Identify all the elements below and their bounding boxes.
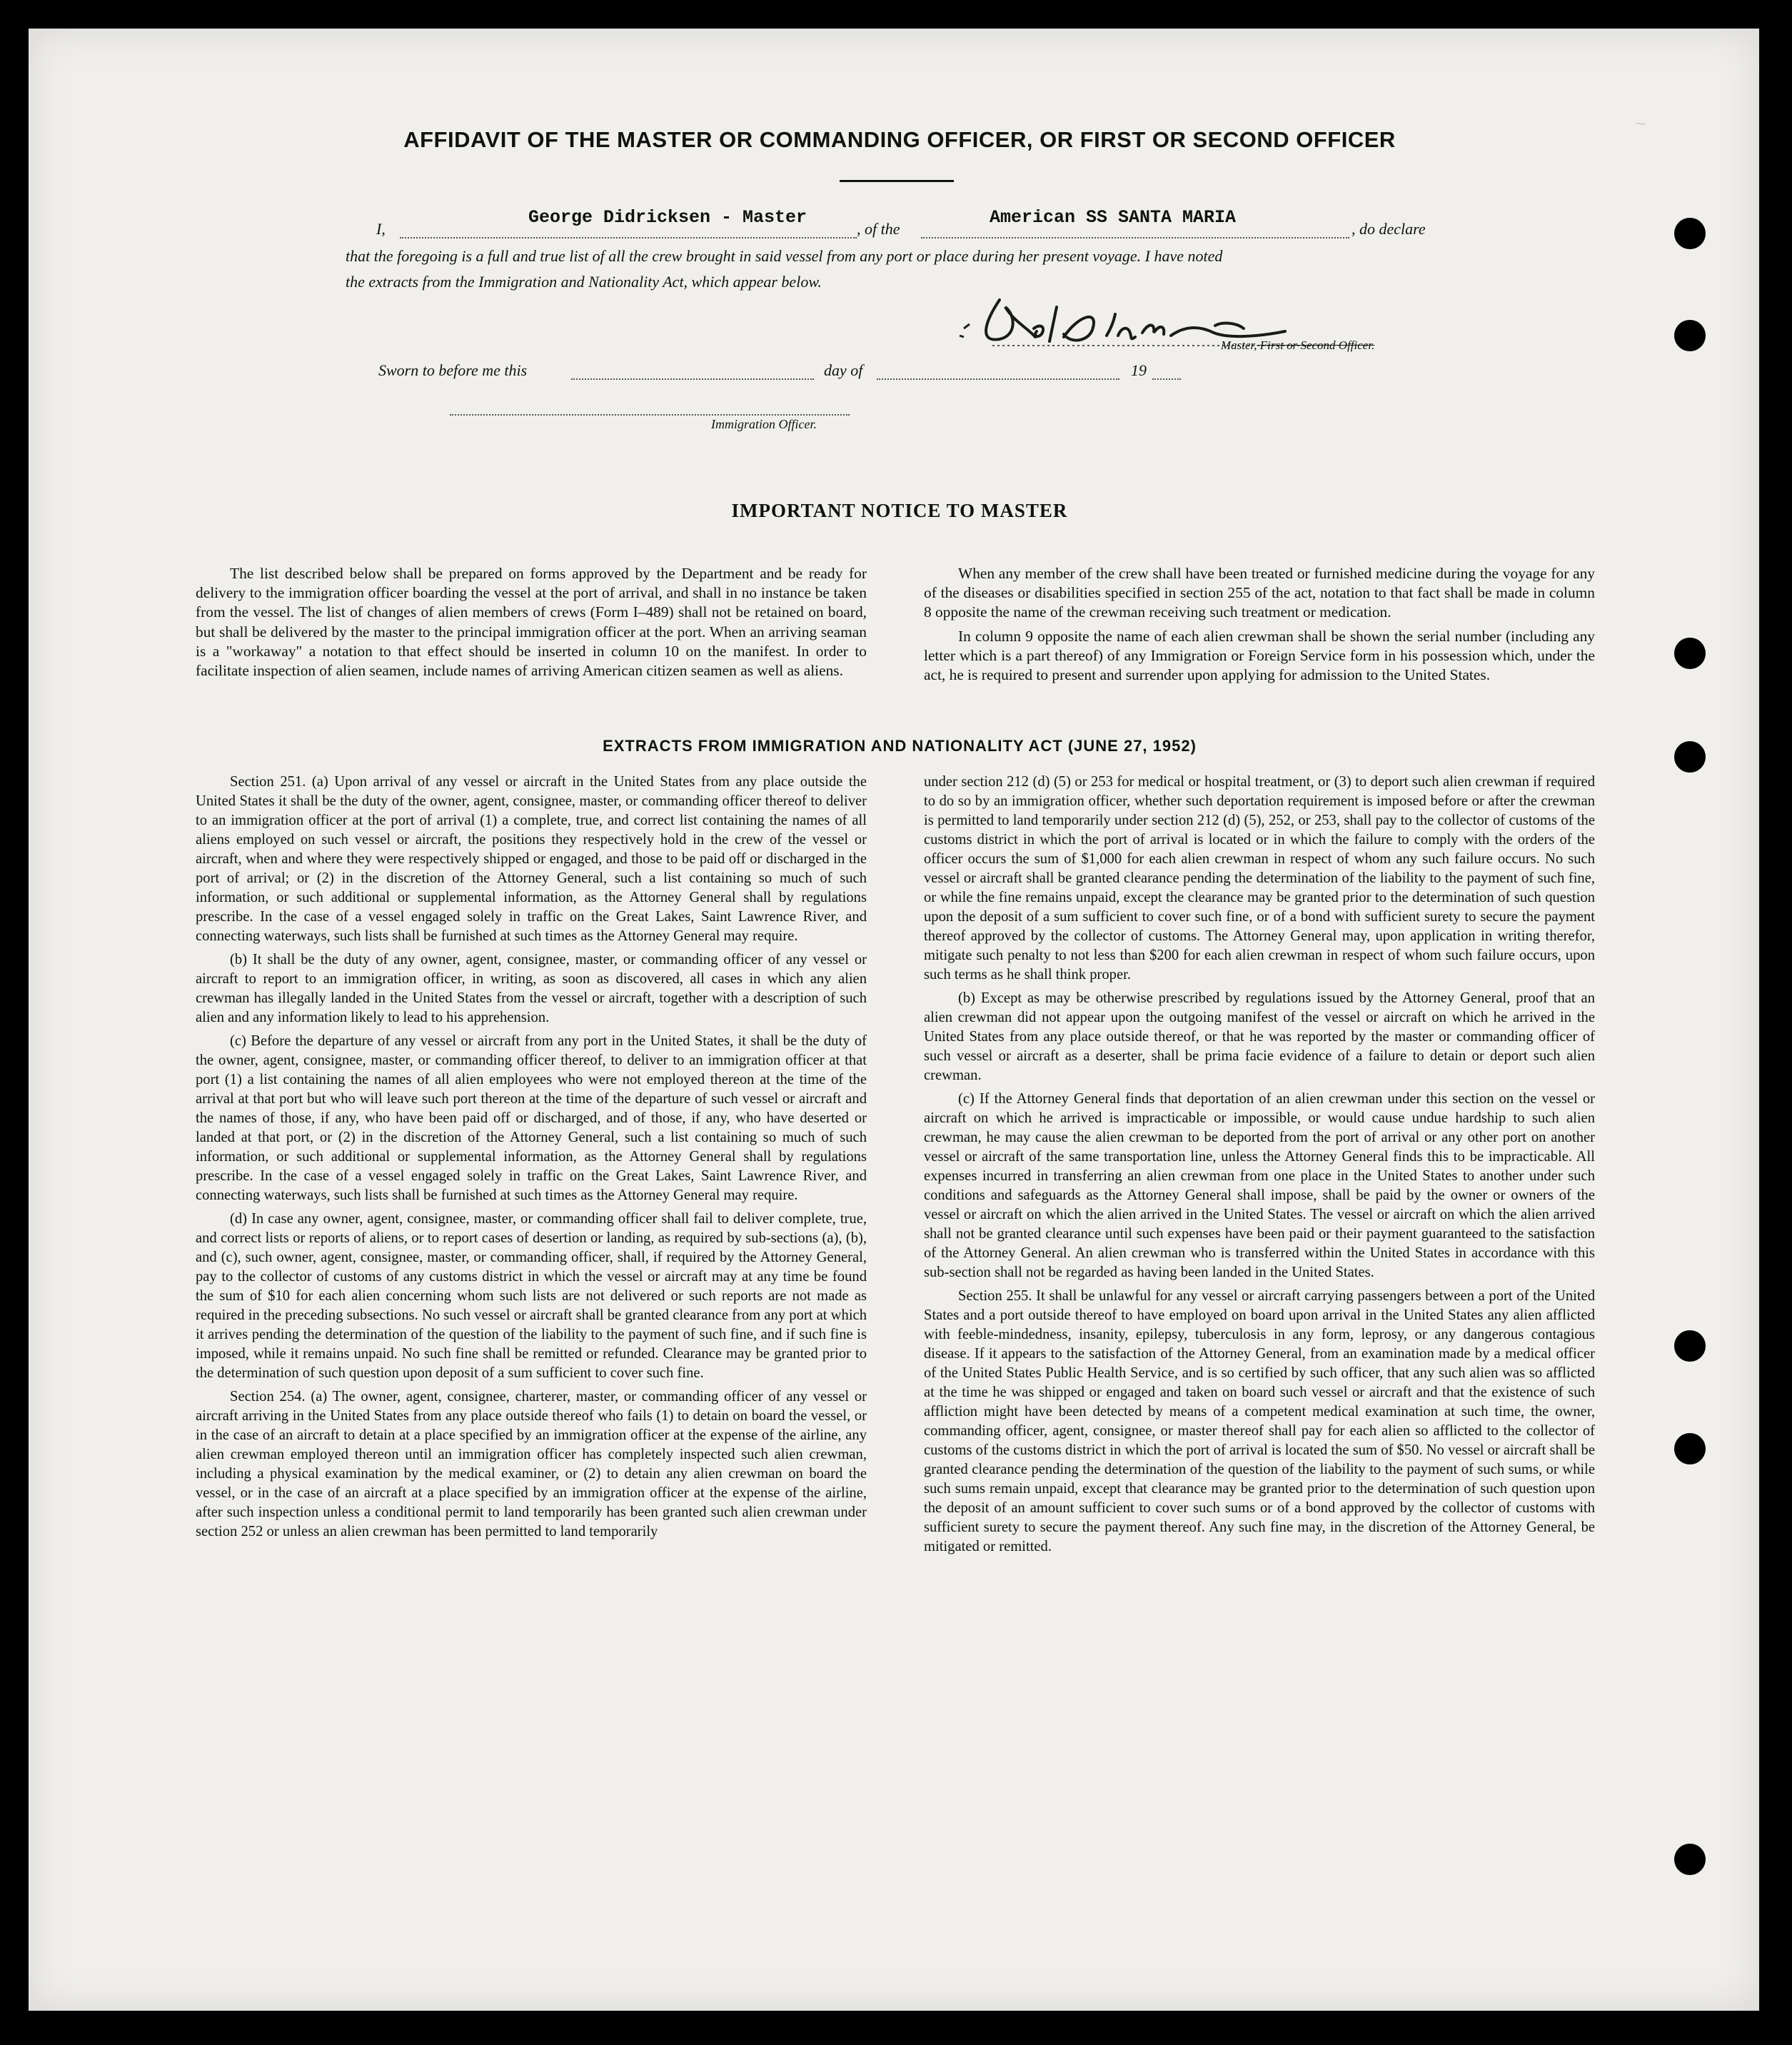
section-254-c: (c) If the Attorney General finds that deportation of an alien crewman under this section on the vessel or aircraft on which he arrived is impracticable or impossible, or would cause undue hardship to such alien crewman, he may cause the alien crewman to be deported from the port of arrival or any other port on another vessel or aircraft of the same transportation line, unless the Attorney General finds this to be impracticable. All expenses incurred in transferring an alien crewman from one place in the United States to another under such conditions and safeguards as the Attorney General shall impose, shall be paid by the owner or owners of the vessel or aircraft on which the alien arrived in the United States. The vessel or aircraft on which the alien arrived shall not be granted clearance until such expenses have been paid or their payment guaranteed to the satisfaction of the Attorney General. An alien crewman who is transferred within the United States in accordance with this sub-section shall not be regarded as having been landed in the United States. — [924, 1091, 1595, 1280]
notice-right-paragraph-2: In column 9 opposite the name of each alien crewman shall be shown the serial number (including any letter which is a part thereof) of any Immigration or Foreign Service form in his possession which, under the act, he is required to present and surrender upon applying for admission to the United States. — [924, 627, 1595, 684]
affidavit-title: AFFIDAVIT OF THE MASTER OR COMMANDING OFFICER, OR FIRST OR SECOND OFFICER — [403, 127, 1396, 152]
notice-right-column — [924, 564, 1595, 689]
vessel-name-value: American SS SANTA MARIA — [990, 207, 1237, 228]
section-251-b: (b) It shall be the duty of any owner, agent, consignee, master, or commanding officer of any vessel or aircraft to report to an immigration officer, in writing, as soon as discovered, all cases in which any alien crewman has illegally landed in the United States from the vessel or aircraft, together with a description of such alien and any information likely to lead to his apprehension. — [196, 952, 867, 1025]
notice-right-paragraph-1: When any member of the crew shall have been treated or furnished medicine during the voyage for any of the diseases or disabilities specified in section 255 of the act, notation to that fact shall be made in column 8 opposite the name of the crewman receiving such treatment or medication. — [924, 565, 1595, 621]
day-of-label: day of — [824, 361, 863, 379]
of-the-label: , of the — [857, 220, 900, 238]
signature-caption-struck: First or Second Officer. — [1257, 338, 1375, 352]
punch-hole — [1674, 320, 1706, 351]
punch-hole — [1674, 1844, 1706, 1875]
notice-left-paragraph: The list described below shall be prepared on forms approved by the Department and be ready for delivery to the immigration officer boarding the vessel at the port of arrival, and shall in no instance be taken from the vessel. The list of changes of alien members of crews (Form I–489) shall not be retained on board, but shall be delivered by the master to the principal immigration officer at the port. When an arriving seaman is a "workaway" a notation to that effect should be inserted in column 10 on the manifest. In order to facilitate inspection of alien seamen, include names of arriving American citizen seamen as well as aliens. — [196, 565, 867, 680]
master-name-line — [400, 237, 857, 238]
extracts-left-column — [196, 773, 867, 1546]
section-251-c: (c) Before the departure of any vessel or aircraft from any port in the United States, it shall be the duty of the owner, agent, consignee, master, or commanding officer thereof, to deliver to an immigration officer at that port (1) a list containing the names of all alien employees who were not employed thereon at the time of the arrival at that port but who will leave such port thereon at the time of the departure of such vessel or aircraft and the names of those, if any, who have been paid off or discharged, and of those, if any, who have deserted or landed at that port, or (2) in the discretion of the Attorney General, such a list containing so much of such information, or such additional or supplemental information, as the Attorney General shall by regulations prescribe. In the case of a vessel engaged solely in traffic on the Great Lakes, Saint Lawrence River, and connecting waterways, such lists shall be furnished at such times as the Attorney General may require. — [196, 1033, 867, 1203]
section-255: Section 255. It shall be unlawful for any vessel or aircraft carrying passengers between a port of the United States and a port outside thereof to have employed on board upon arrival in the United States any alien afflicted with feeble-mindedness, insanity, epilepsy, tuberculosis in any form, leprosy, or any dangerous contagious disease. If it appears to the satisfaction of the Attorney General, from an examination made by a medical officer of the United States Public Health Service, and is so certified by such officer, that any such alien was so afflicted at the time he was shipped or engaged and taken on board such vessel or aircraft and that the existence of such affliction might have been detected by means of a competent medical examination at such time, the owner, commanding officer, agent, consignee, or master thereof shall pay for each alien so afflicted to the collector of customs of the customs district in which the port of arrival is located the sum of $50. No vessel or aircraft shall be granted clearance pending the determination of the question of the liability to the payment of such sums, or while such sums remain unpaid, except that clearance may be granted prior to the determination of such question upon the deposit of an amount sufficient to cover such sums or of a bond approved by the collector of customs with sufficient surety to secure the payment thereof. Any such fine may, in the discretion of the Attorney General, be mitigated or remitted. — [924, 1288, 1595, 1554]
punch-hole — [1674, 741, 1706, 773]
master-name-value: George Didricksen - Master — [528, 207, 807, 228]
signature-caption — [1221, 338, 1374, 353]
extracts-title: EXTRACTS FROM IMMIGRATION AND NATIONALITY ACT (JUNE 27, 1952) — [603, 737, 1197, 755]
do-declare-label: , do declare — [1351, 220, 1426, 238]
notice-left-column — [196, 564, 867, 685]
sworn-day-line — [571, 378, 814, 380]
sworn-month-line — [877, 378, 1119, 380]
declaration-statement-line-3: the extracts from the Immigration and Nationality Act, which appear below. — [346, 273, 822, 291]
vessel-name-line — [921, 237, 1349, 238]
section-251-a: Section 251. (a) Upon arrival of any vessel or aircraft in the United States from any place outside the United States it shall be the duty of the owner, agent, consignee, master, or commanding officer thereof to deliver to an immigration officer at the port of arrival (1) a complete, true, and correct list containing the names of all aliens employed on such vessel or aircraft, the positions they respectively hold in the crew of the vessel or aircraft, when and where they were respectively shipped or engaged, and those to be paid off or discharged in the port of arrival; or (2) in the discretion of the Attorney General, such a list containing so much of such information, or such additional or supplemental information, as the Attorney General shall by regulations prescribe. In the case of a vessel engaged solely in traffic on the Great Lakes, Saint Lawrence River, and connecting waterways, such lists shall be furnished at such times as the Attorney General may require. — [196, 774, 867, 944]
extracts-right-column — [924, 773, 1595, 1561]
notice-title: IMPORTANT NOTICE TO MASTER — [731, 500, 1068, 521]
bleed-through-mark: ~ — [1635, 114, 1646, 136]
immigration-officer-line — [450, 414, 850, 416]
section-254-a-continued: under section 212 (d) (5) or 253 for medical or hospital treatment, or (3) to deport such alien crewman if required to do so by an immigration officer, whether such deportation requirement is imposed before or after the crewman is permitted to land temporarily under section 212 (d) (5), 252, or 253, shall pay to the collector of customs of the customs district in which the port of arrival is located or in which the failure to comply with the orders of the officer occurs the sum of $1,000 for each alien crewman in respect of whom any such failure occurs. No such vessel or aircraft shall be granted clearance pending the determination of the liability to the payment of such fine, or while the fine remains unpaid, except the clearance may be granted prior to the determination of such question upon the deposit of a sum sufficient to cover such fine, or of a bond with sufficient surety to secure the payment thereof approved by the collector of customs. The Attorney General may, upon application in writing therefor, mitigate such penalty to not less than $200 for each alien crewman in respect of whom such failure occurs, upon such terms as he shall think proper. — [924, 774, 1595, 983]
year-label: 19 — [1131, 361, 1147, 379]
sworn-year-line — [1152, 378, 1181, 380]
title-divider — [840, 180, 954, 182]
punch-hole — [1674, 218, 1706, 249]
immigration-officer-caption: Immigration Officer. — [711, 417, 817, 431]
punch-hole — [1674, 1433, 1706, 1464]
sworn-label: Sworn to before me this — [378, 361, 528, 379]
punch-hole — [1674, 1330, 1706, 1362]
signature-caption-master: Master, — [1221, 338, 1257, 352]
section-254-a: Section 254. (a) The owner, agent, consignee, charterer, master, or commanding officer of any vessel or aircraft arriving in the United States from any place outside thereof who fails (1) to detain on board the vessel, or in the case of an aircraft to detain at a place specified by an immigration officer at the expense of the airline, any alien crewman employed thereon until an immigration officer has completely inspected such alien crewman, including a physical examination by the medical examiner, or (2) to detain any alien crewman on board the vessel, or in the case of an aircraft at a place specified by an immigration officer at the expense of the airline, after such inspection unless a conditional permit to land temporarily has been granted such alien crewman under section 252 or unless an alien crewman has been permitted to land temporarily — [196, 1389, 867, 1539]
section-254-b: (b) Except as may be otherwise prescribed by regulations issued by the Attorney General, proof that an alien crewman did not appear upon the outgoing manifest of the vessel or aircraft on which he arrived in the United States from any place outside thereof, or that he was reported by the master or commanding officer of such vessel or aircraft as a deserter, shall be prima facie evidence of a failure to detain or deport such alien crewman. — [924, 990, 1595, 1083]
declaration-i-label: I, — [376, 220, 386, 238]
punch-hole — [1674, 638, 1706, 669]
declaration-statement-line-2: that the foregoing is a full and true list of all the crew brought in said vessel from any port or place during her present voyage. I have noted — [346, 247, 1223, 265]
section-251-d: (d) In case any owner, agent, consignee, master, or commanding officer shall fail to deliver complete, true, and correct lists or reports of aliens, or to report cases of desertion or landing, as required by sub-sections (a), (b), and (c), such owner, agent, consignee, master, or commanding officer, shall, if required by the Attorney General, pay to the collector of customs of any customs district in which the vessel or aircraft may at any time be found the sum of $10 for each alien concerning whom such lists are not delivered or such reports are not made as required in the preceding subsections. No such vessel or aircraft shall be granted clearance from any port at which it arrives pending the determination of the question of the liability to the payment of such fine, and if such fine is imposed, while it remains unpaid. No such fine shall be remitted or refunded. Clearance may be granted prior to the determination of such question upon deposit of a sum sufficient to cover such fine. — [196, 1211, 867, 1381]
